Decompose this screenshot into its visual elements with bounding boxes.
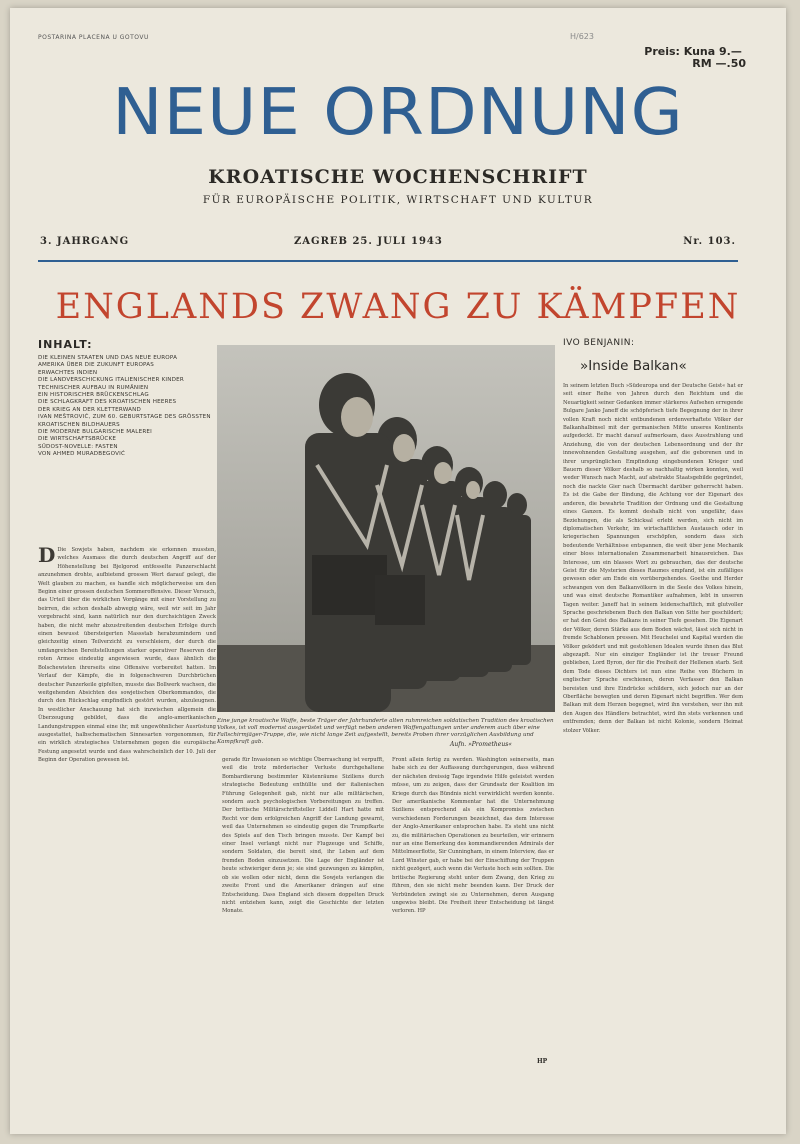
- toc-item: SÜDOST-NOVELLE: FASTEN: [38, 443, 118, 450]
- paratroopers-photo: [217, 345, 555, 712]
- price-kuna: Preis: Kuna 9.—: [644, 45, 742, 58]
- pencil-note: H/623: [570, 32, 594, 41]
- postage-notice: POSTARINA PLACENA U GOTOVU: [38, 34, 149, 41]
- main-article-column-1: [38, 546, 216, 1060]
- toc-item: DIE WIRTSCHAFTSBRÜCKE: [38, 436, 117, 443]
- toc-item: DIE LANDVERSCHICKUNG ITALIENISCHER KINDER: [38, 377, 184, 384]
- main-headline: ENGLANDS ZWANG ZU KÄMPFEN: [55, 287, 741, 327]
- toc-item: DIE SCHLAGKRAFT DES KROATISCHEN HEERES: [38, 399, 177, 406]
- issue-date: ZAGREB 25. JULI 1943: [294, 236, 443, 247]
- side-article-body: In seinem letzten Buch »Südeuropa und der Deutsche Geist« hat er seit einer Reihe von Jahren durch den Reichtum und die Neuartigkeit seiner Gedanken immer stärkeres Aufsehen erregende Bulgare Janko Janeff die schöpferisch tiefe Begegnung der in ihrer vollen Kraft noch nicht entbundenen erdenverhaftete Völker der Balkanhalbinsel mit der germanischen Mitte unseres Kontinents aufgedeckt. Er macht darauf aufmerksam, dass Ausstrahlung und Anziehung, die von der deutschen Lebensordnung und der ihr innewohnenden Gestaltung ausgehen, auf die geborenen und in ihrer ursprünglichen Empfindung eingebundenen Krieger und Bauern dieser Völker deshalb so nachhaltig wirken konnten, weil weder Wunsch nach Macht, auf abstrakte Staatsgebilde gegründet, noch die nackte Gier nach Übermacht darüber geherrscht haben. Es ist die Gabe der Bindung, die Achtung vor der Eigenart des anderen, die bewahrte Tradition der Ordnung und die Gestaltung eines Ganzen. Es kommt deshalb nicht von ungefähr, dass Beziehungen, die als Schicksal erlebt werden, sich nicht im diplomatischen Verkehr, im wirtschaftlichen Austausch oder in kriegerischen Spannungen erschöpfen, sondern dass sich bedeutende Verhältnisse entspannen, die weit über jene Mechanik einer bloss internationalen Zusammenarbeit hinausreichen. Das Interesse, um ein blasses Wort zu gebrauchen, das der deutsche Geist für die Mysterien dieses Raumes empfand, ist ein zufälliges gewesen oder am Ende ein vorübergehendes. Goethe und Herder schwangen von den Balkanvölkern in die Seele des Volkes hinein, und was einst deutsche Romantiker aufnahmen, lebt in unseren Tagen weiter. Janeff hat in seinem leidenschaftlich, mit glutvoller Sprache geschriebenen Buch den Balkan von Sitte her geschildert; er hat den Geist des Balkans in seiner Tiefe gesehen. Die Eigenart der Völker, deren Stärke aus dem Boden wächst, lässt sich nicht in fremde Schablonen pressen. Mit Heuchelei und Kapital wurden die Völker geködert und mit gestohlenen Idealen wurde ihnen das Blut abgezapft. Nur ein einziger Engländer ist ihr treuer Freund geblieben, Lord Byron, der für die Freiheit der Hellenen starb. Seit dem Tode dieses Dichters ist nun eine Reihe von Büchern in englischer Sprache erschienen, deren Verfasser den Balkan bereisten und ihre Eindrücke schildern, sich jedoch nur an der Oberfläche bewegten und deren Eigenart nicht begriffen. Wer dem Balkan mit dem Herzen begegnet, wird ihn verstehen, wer ihn mit den Augen des Händlers betrachtet, wird ihn stets verkennen und entfremden; denn der Balkan ist nicht Kolonie, sondern Heimat stolzer Völker.: [563, 383, 743, 734]
- masthead-rule: [38, 260, 738, 262]
- toc-item: DER KRIEG AN DER KLETTERWAND: [38, 406, 142, 413]
- volume-label: 3. JAHRGANG: [40, 236, 130, 247]
- photo-credit: Aufn. »Prometheus«: [450, 741, 512, 748]
- drop-cap: D: [38, 546, 56, 567]
- masthead-subtitle: KROATISCHE WOCHENSCHRIFT: [208, 166, 588, 188]
- price-rm: RM —.50: [692, 57, 746, 70]
- main-article-column-2: gerade für Invasionen so wichtige Überraschung ist verpufft, weil die trotz mörderischer Verluste durchgehaltene Bombardierung bestimmter Küstenräume Siziliens durch strategische Bedeutung enthüllte und der italienischen Führung Gelegenheit gab, nicht nur alle militärischen, sondern auch psychologischen Vorbereitungen zu treffen. Der britische Militärschriftsteller Liddell Hart hatte mit Recht vor dem erfolgreichen Angriff der Landung gewarnt, weil das Unternehmen so eindeutig gegen die Trumpfkarte des Spiels auf den Tisch bringen musste. Der Kampf bei einer Insel verlangt nicht nur Flugzeuge und Schiffe, sondern Soldaten, die bereit sind, ihr Leben auf dem fremden Boden einzusetzen. Die Lage der Engländer ist heute schwieriger denn je; sie sind gezwungen zu kämpfen, ob sie wollen oder nicht, denn die Sowjets verlangen die zweite Front und die Amerikaner drängen auf eine Entscheidung. Dass England sich diesem doppelten Druck nicht entziehen kann, zeigt die Geschichte der letzten Monate.: [222, 757, 384, 915]
- side-article-title: »Inside Balkan«: [580, 358, 687, 374]
- price-box: [644, 46, 746, 70]
- toc-item: TECHNISCHER AUFBAU IN RUMÄNIEN: [38, 384, 149, 391]
- side-article-author: IVO BENJANIN:: [563, 338, 635, 348]
- issue-number: Nr. 103.: [683, 236, 736, 247]
- toc-item: VON AHMED MURADBEGOVIĆ: [38, 451, 126, 458]
- masthead-tagline: FÜR EUROPÄISCHE POLITIK, WIRTSCHAFT UND KULTUR: [202, 194, 594, 206]
- toc-item: DIE MODERNE BULGARISCHE MALEREI: [38, 429, 153, 436]
- photo-caption: Eine junge kroatische Waffe, beste Träger der Jahrhunderte alten ruhmreichen soldatischen Tradition des kroatischen Volkes, ist voll modernst ausgerüstet und verfügt neben anderen Waffengattungen unter anderem auch über eine Fallschirmjäger-Truppe, die, wie nicht lange Zeit aufgestellt, bereits Proben ihrer vorzüglichen Ausbildung und Kampfkraft gab.: [217, 718, 554, 745]
- toc-item: AMERIKA ÜBER DIE ZUKUNFT EUROPAS: [38, 362, 155, 369]
- toc-item: EIN HISTORISCHER BRÜCKENSCHLAG: [38, 392, 149, 399]
- toc-item: ERWACHTES INDIEN: [38, 369, 98, 376]
- article-signature: HP: [537, 1058, 548, 1065]
- masthead-title: NEUE ORDNUNG: [112, 76, 684, 150]
- toc-item: DIE KLEINEN STAATEN UND DAS NEUE EUROPA: [38, 355, 178, 361]
- table-of-contents: [38, 338, 216, 459]
- column-1-text: Die Sowjets haben, nachdem sie erkennen mussten, welches Ausmass die durch deutschen Angriff auf der Höhenstellung bei Bjelgorod entfesselte Panzerschlacht anzunehmen drohte, aufbietend grossen Wert darauf gelegt, die Welt glauben zu machen, es handle sich möglicherweise um den Beginn einer grossen deutschen Sommeroffensive. Dieser Versuch, das Urteil über die wirklichen Vorgänge mit einer Vorstellung zu beirren, die schon deshalb abwegig wäre, weil wir seit im Jahr vorgebracht sind, kann natürlich nur den durchsichtigen Zweck haben, die nicht mehr abzustreitenden deutschen Erfolge durch einen bewusst übersteigerten Massstab herabzumindern und gleichzeitig einen Teilverzicht zu verschleiern, der durch die umfangreichen Bereitstellungen starker operativer Reserven der roten Armee eindeutig angewiesen wurde, dass ähnlich die Bolschewisten ihrerseits eine Offensive vorbereitet hatten. Im Verlauf der Kämpfe, die in folgenschweren Durchbrüchen deutscher Panzerkeile gipfelten, musste das Bollwerk wachsen, die weitgehenden Absichten des sowjetischen Oberkommandos, die durch den Rückschlag empfindlich gestört wurden, abzuleugnen. In westlicher Anschauung hat sich inzwischen allgemein die Überzeugung gebildet, dass die anglo-amerikanischen Landungstruppen einmal eine ihr, mit ungewöhnlicher Ausrüstung ausgestattet, halbschematischen Sinnesarten vorgenommen, für ein wirklich strategisches Unternehmen gegen die europäische Festung angesetzt wurde und dass wahrscheinlich der 10. Juli der Beginn der Operation gewesen ist.: [38, 547, 216, 764]
- newspaper-page: [10, 8, 786, 1134]
- toc-item: IVAN MEŠTROVIĆ, ZUM 60. GEBURTSTAGE DES GRÖSSTEN KROATISCHEN BILDHAUERS: [38, 414, 211, 428]
- toc-title: INHALT:: [38, 338, 93, 351]
- soldiers-photo-illustration: [217, 345, 555, 712]
- main-article-column-3: Front allein fertig zu werden. Washington seinerseits, man habe sich zu der Auffassung durchgerungen, dass während der nächsten dreissig Tage irgendwie Hilfe geleistet werden müsse, um zu zeigen, dass der Grundsatz der Koalition im Kriege durch das Bündnis nicht verwirklicht werden konnte. Der amerikanische Kommentar hat die Unternehmung Siziliens entsprechend als ein Kompromiss zwischen verschiedenen Forderungen bezeichnet, das dem Interesse der Anglo-Amerikaner entsprochen habe. Es steht uns nicht zu, die militärischen Operationen zu beurteilen, wir erinnern nur an eine Bemerkung des kommandierenden Admirals der Mittelmeerflotte, Sir Cunningham, in einem Interview, das er Lord Winster gab, er habe bei der Einschiffung der Truppen nicht gezögert, auch wenn die Verluste hoch sein sollten. Die britische Regierung steht unter dem Zwang, den Krieg zu führen, den sie nicht mehr beenden kann. Der Druck der Verbündeten zwingt sie zu Unternehmen, deren Ausgang ungewiss bleibt. Die Freiheit ihrer Entscheidung ist längst verloren. HP: [392, 757, 554, 915]
